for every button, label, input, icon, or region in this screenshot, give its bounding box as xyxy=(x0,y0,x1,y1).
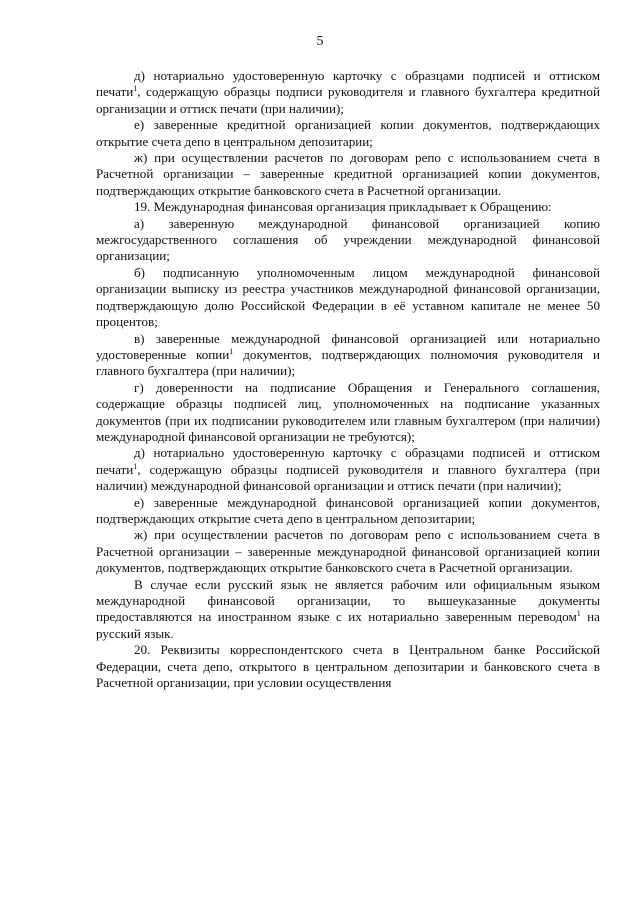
paragraph-text: , содержащую образцы подписи руководителя и главного бухгалтера кредитной организации и оттиск печати (при наличии); xyxy=(96,84,600,116)
paragraph-text: 20. Реквизиты корреспондентского счета в Центральном банке Российской Федерации, счета депо, открытого в центральном депозитарии и банковского счета в Расчетной организации, при условии осуществления xyxy=(96,642,600,691)
paragraph xyxy=(96,150,600,199)
footnote-marker: 1 xyxy=(229,346,234,356)
paragraph-text: д) нотариально удостоверенную карточку с образцами подписей и оттиском печати xyxy=(96,445,600,477)
paragraph-text: на русский язык. xyxy=(96,609,600,641)
paragraph xyxy=(96,216,600,265)
paragraph-text: в) заверенные международной финансовой организацией или нотариально удостоверенные копии xyxy=(96,330,600,362)
paragraph-text: д) нотариально удостоверенную карточку с образцами подписей и оттиском печати xyxy=(96,68,600,100)
paragraph-text: г) доверенности на подписание Обращения и Генерального соглашения, содержащие образцы подписей лиц, уполномоченных на подписание указанных документов (при их подписании руководителем или главным бухгалтером (при наличии) международной финансовой организации не требуются); xyxy=(96,379,600,444)
paragraph xyxy=(96,68,600,117)
paragraph-text: документов, подтверждающих полномочия руководителя и главного бухгалтера (при наличии); xyxy=(96,346,600,379)
paragraph-text: 19. Международная финансовая организация прикладывает к Обращению: xyxy=(134,199,552,215)
paragraph xyxy=(96,495,600,528)
paragraph xyxy=(96,117,600,150)
footnote-marker: 1 xyxy=(576,609,581,619)
paragraph xyxy=(96,642,600,691)
footnote-marker: 1 xyxy=(133,461,138,471)
paragraph xyxy=(96,265,600,331)
paragraph xyxy=(96,380,600,446)
paragraph-text: а) заверенную международной финансовой организацией копию межгосударственного соглашения об учреждении международной финансовой организации; xyxy=(96,215,600,264)
paragraph-text: е) заверенные кредитной организацией копии документов, подтверждающих открытие счета депо в центральном депозитарии; xyxy=(96,117,600,149)
paragraph xyxy=(96,527,600,576)
page-number: 5 xyxy=(316,34,324,49)
paragraph-text: ж) при осуществлении расчетов по договорам репо с использованием счета в Расчетной организации – заверенные кредитной организацией копии документов, подтверждающих открытие банковского счета в Расчетной организации. xyxy=(96,150,600,198)
paragraph-text: б) подписанную уполномоченным лицом международной финансовой организации выписку из реестра участников международной финансовой организации, подтверждающую долю Российской Федерации в её уставном капитале не менее 50 процентов; xyxy=(96,264,600,330)
paragraph-text: е) заверенные международной финансовой организацией копии документов, подтверждающих открытие счета депо в центральном депозитарии; xyxy=(96,494,600,526)
paragraph-text: , содержащую образцы подписей руководителя и главного бухгалтера (при наличии) международной финансовой организации и оттиск печати (при наличии); xyxy=(96,461,600,494)
paragraph-text: ж) при осуществлении расчетов по договорам репо с использованием счета в Расчетной организации – заверенные международной финансовой организацией копии документов, подтверждающих открытие банковского счета в Расчетной организации. xyxy=(96,527,600,576)
paragraph xyxy=(96,445,600,494)
paragraph xyxy=(96,199,600,215)
paragraph-text: В случае если русский язык не является рабочим или официальным языком международной финансовой организации, то вышеуказанные документы предоставляются на иностранном языке с их нотариально заверенным переводом xyxy=(96,576,600,625)
document-body xyxy=(96,68,600,691)
footnote-marker: 1 xyxy=(133,84,138,94)
paragraph xyxy=(96,577,600,643)
paragraph xyxy=(96,331,600,380)
